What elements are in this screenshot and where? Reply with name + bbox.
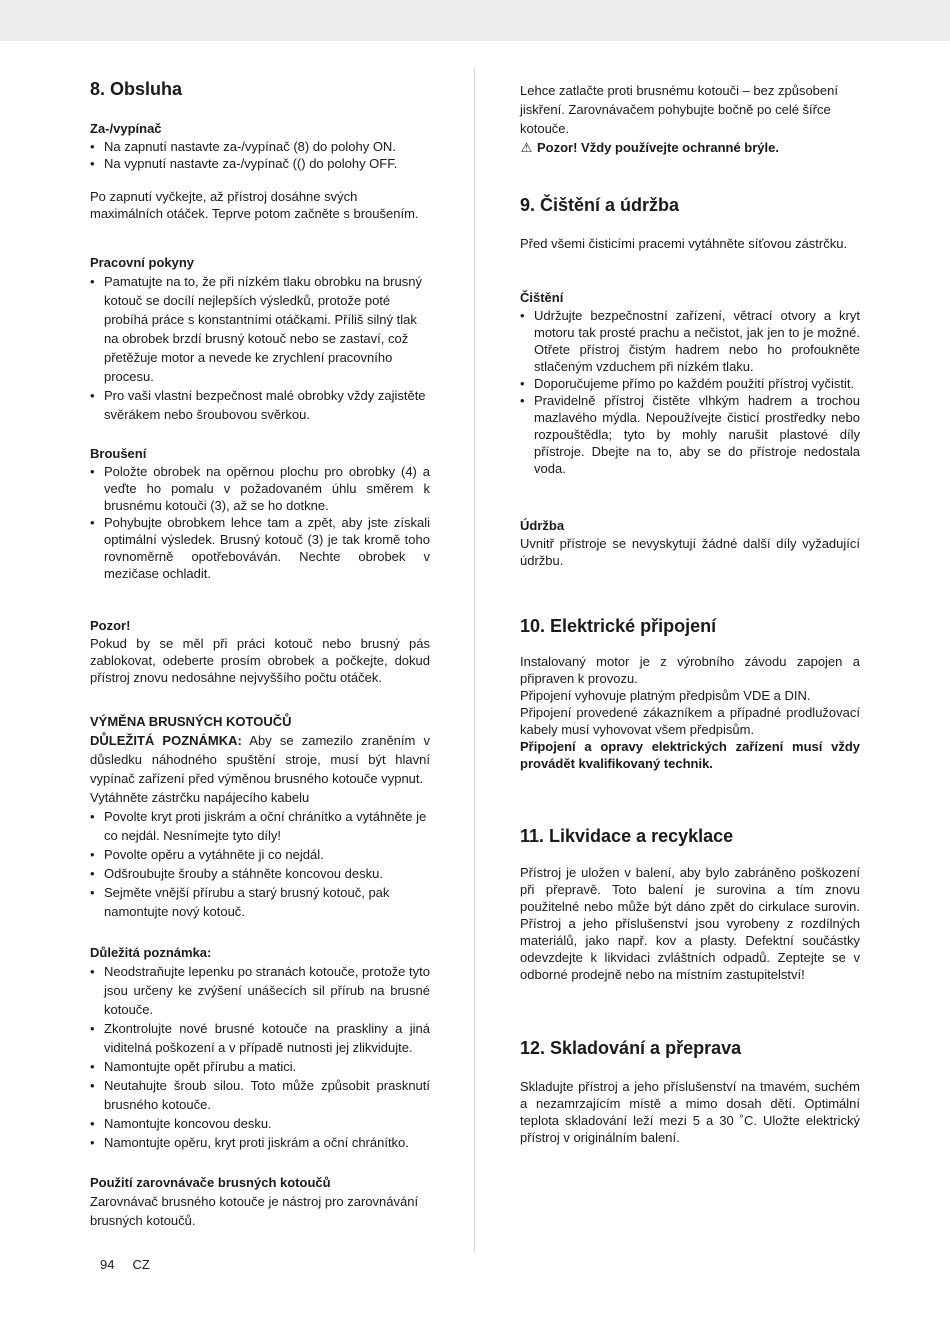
- list-item: • Namontujte opět přírubu a matici.: [90, 1057, 430, 1076]
- list-item: • Pamatujte na to, že při nízkém tlaku obrobku na brusný kotouč se docílí nejlepších výsledků, protože poté probíhá práce s konstantními otáčkami. Příliš silný tlak na obrobek brzdí brusný kotouč nebo se zastaví, což přetěžuje motor a nevede ke zrychlení pracovního procesu.: [90, 272, 430, 386]
- warning-triangle-icon: ⚠: [520, 140, 533, 155]
- list-item: • Na zapnutí nastavte za-/vypínač (8) do polohy ON.: [90, 138, 430, 155]
- cleaning-block: [520, 288, 860, 477]
- grinding-block: [90, 444, 430, 582]
- list-item: • Sejměte vnější přírubu a starý brusný kotouč, pak namontujte nový kotouč.: [90, 883, 430, 921]
- cleaning-title: Čištění: [520, 290, 564, 305]
- replace-wheels-block: [90, 712, 430, 921]
- list-item: • Pravidelně přístroj čistěte vlhkým hadrem a trochou mazlavého mýdla. Nepoužívejte čisticí prostředky nebo rozpouštědla; tyto by mohly narušit plastové díly přístroje. Dbejte na to, aby se do přístroje nedostala voda.: [520, 392, 860, 477]
- grind-list: [90, 463, 430, 582]
- dresser-block: [90, 1173, 430, 1230]
- list-item: • Povolte kryt proti jiskrám a oční chránítko a vytáhněte je co nejdál. Nesnímejte tyto díly!: [90, 807, 430, 845]
- page-number: 94: [100, 1257, 115, 1272]
- list-item: • Pro vaši vlastní bezpečnost malé obrobky vždy zajistěte svěrákem nebo šroubovou svěrkou.: [90, 386, 430, 424]
- list-item: • Neutahujte šroub silou. Toto může způsobit prasknutí brusného kotouče.: [90, 1076, 430, 1114]
- storage-block: [520, 1078, 860, 1146]
- onoff-title: Za-/vypínač: [90, 121, 162, 136]
- work-instructions-block: [90, 253, 430, 424]
- list-item: • Udržujte bezpečnostní zařízení, větrací otvory a kryt motoru tak prosté prachu a nečistot, jak jen to je možné. Otřete přístroj čistým hadrem nebo ho profoukněte stlačeným vzduchem při nízkém tlaku.: [520, 307, 860, 375]
- maintenance-text: Uvnitř přístroje se nevyskytují žádné další díly vyžadující údržbu.: [520, 536, 860, 568]
- warning-line: [520, 138, 860, 157]
- warning-text: Pozor! Vždy používejte ochranné brýle.: [537, 140, 779, 155]
- language-code: CZ: [132, 1257, 150, 1272]
- onoff-list: [90, 138, 430, 172]
- list-item: • Neodstraňujte lepenku po stranách kotouče, protože tyto jsou určeny ke zvýšení unášecích sil přírub na brusné kotouče.: [90, 962, 430, 1019]
- dresser-continued-text: Lehce zatlačte proti brusnému kotouči – bez způsobení jiskření. Zarovnávačem pohybujte bočně po celé šířce kotouče.: [520, 83, 838, 136]
- section-11-heading: [520, 825, 860, 847]
- paragraph: Po zapnutí vyčkejte, až přístroj dosáhne svých maximálních otáček. Teprve potom začněte s broušením.: [90, 189, 419, 221]
- list-item: • Položte obrobek na opěrnou plochu pro obrobky (4) a veďte ho pomalu v požadovaném úhlu směrem k brusnému kotouči (3), až se ho dotkne.: [90, 463, 430, 514]
- electrical-block: [520, 653, 860, 772]
- paragraph: Připojení vyhovuje platným předpisům VDE a DIN.: [520, 688, 811, 703]
- section-10-heading: [520, 615, 860, 637]
- section-heading: 12. Skladování a přeprava: [520, 1038, 742, 1058]
- after-start-block: [90, 188, 430, 222]
- page-footer: [100, 1257, 168, 1272]
- note-text: Aby se zamezilo zraněním v důsledku náhodného spuštění stroje, musí být hlavní vypínač zařízení před výměnou brusného kotouče vypnut.: [90, 733, 430, 786]
- important-title: Důležitá poznámka:: [90, 945, 212, 960]
- paragraph: Instalovaný motor je z výrobního závodu zapojen a připraven k provozu.: [520, 654, 860, 686]
- replace-note: [90, 731, 430, 788]
- paragraph: Přístroj je uložen v balení, aby bylo zabráněno poškození při přepravě. Toto balení je surovina a tím znovu použitelné nebo může být dáno zpět do cirkulace surovin. Přístroj a jeho příslušenství jsou vyrobeny z rozdílných materiálů, jako např. kov a plasty. Defektní součástky odevzdejte k likvidaci zvláštních odpadů. Zeptejte se v odborné prodejně nebo na místním zastupitelství!: [520, 865, 860, 982]
- cleaning-intro: Před všemi čisticími pracemi vytáhněte síťovou zástrčku.: [520, 236, 848, 251]
- dresser-continued-block: [520, 81, 860, 157]
- section-12-heading: [520, 1037, 860, 1059]
- list-item: • Na vypnutí nastavte za-/vypínač (() do polohy OFF.: [90, 155, 430, 172]
- replace-list: [90, 807, 430, 921]
- work-title: Pracovní pokyny: [90, 255, 195, 270]
- onoff-block: [90, 119, 430, 172]
- list-item: • Namontujte koncovou desku.: [90, 1114, 430, 1133]
- paragraph: Připojení provedené zákazníkem a případné prodlužovací kabely musí vyhovovat všem předpisům.: [520, 705, 860, 737]
- unplug-text: Vytáhněte zástrčku napájecího kabelu: [90, 790, 310, 805]
- section-heading: 11. Likvidace a recyklace: [520, 826, 734, 846]
- cleaning-list: [520, 307, 860, 477]
- note-label: DŮLEŽITÁ POZNÁMKA:: [90, 733, 242, 748]
- important-list: [90, 962, 430, 1152]
- caution-title: Pozor!: [90, 618, 131, 633]
- replace-title: VÝMĚNA BRUSNÝCH KOTOUČŮ: [90, 714, 292, 729]
- list-item: • Doporučujeme přímo po každém použití přístroj vyčistit.: [520, 375, 860, 392]
- column-divider: [474, 68, 475, 1252]
- paragraph: Připojení a opravy elektrických zařízení musí vždy provádět kvalifikovaný technik.: [520, 739, 860, 771]
- disposal-block: [520, 864, 860, 983]
- paragraph: Skladujte přístroj a jeho příslušenství na tmavém, suchém a nezamrzajícím místě a mimo dosah dětí. Optimální teplota skladování leží mezi 5 a 30 ˚C. Uložte elektrický přístroj v originálním balení.: [520, 1079, 860, 1145]
- important-note-block: [90, 943, 430, 1152]
- maintenance-title: Údržba: [520, 518, 565, 533]
- caution-block: [90, 616, 430, 686]
- section-9-heading: [520, 194, 860, 216]
- dresser-title: Použití zarovnávače brusných kotoučů: [90, 1175, 331, 1190]
- section-heading: 10. Elektrické připojení: [520, 616, 717, 636]
- dresser-text: Zarovnávač brusného kotouče je nástroj pro zarovnávání brusných kotoučů.: [90, 1194, 419, 1228]
- list-item: • Namontujte opěru, kryt proti jiskrám a oční chránítko.: [90, 1133, 430, 1152]
- section-8-heading: [90, 78, 430, 100]
- page-heading: 8. Obsluha: [90, 79, 183, 99]
- maintenance-block: [520, 516, 860, 569]
- work-list: [90, 272, 430, 424]
- list-item: • Zkontrolujte nové brusné kotouče na praskliny a jiná viditelná poškození a v případě nutnosti jej zlikvidujte.: [90, 1019, 430, 1057]
- list-item: • Povolte opěru a vytáhněte ji co nejdál.: [90, 845, 430, 864]
- caution-text: Pokud by se měl při práci kotouč nebo brusný pás zablokovat, odeberte prosím obrobek a počkejte, dokud přístroj znovu nedosáhne nejvyššího počtu otáček.: [90, 636, 430, 685]
- list-item: • Pohybujte obrobkem lehce tam a zpět, aby jste získali optimální výsledek. Brusný kotouč (3) je tak kromě toho rovnoměrně opotřebováván. Nechte obrobek v mezičase ochladit.: [90, 514, 430, 582]
- grind-title: Broušení: [90, 446, 147, 461]
- list-item: • Odšroubujte šrouby a stáhněte koncovou desku.: [90, 864, 430, 883]
- section-heading: 9. Čištění a údržba: [520, 195, 680, 215]
- top-band: [0, 0, 950, 41]
- cleaning-intro-block: [520, 235, 860, 252]
